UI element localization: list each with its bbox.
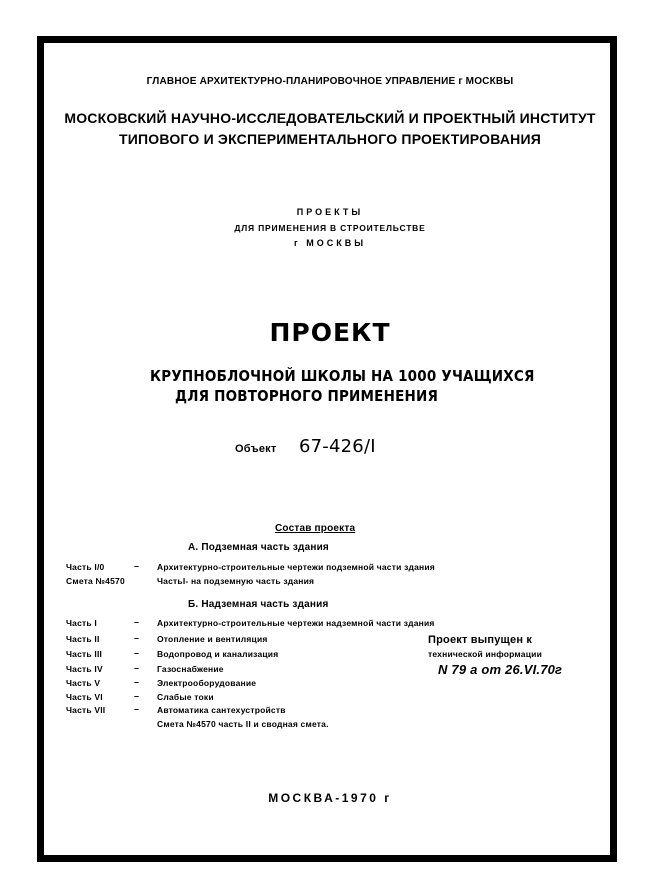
series-line-3: г МОСКВЫ [293,238,367,248]
section-b-dash: – [134,677,140,687]
section-b-part: Часть VII [66,705,106,715]
institute-line-1: МОСКОВСКИЙ НАУЧНО-ИССЛЕДОВАТЕЛЬСКИЙ И ПРОЕКТНЫЙ ИНСТИТУТ [64,110,596,126]
section-a-dash: – [134,561,140,571]
series-line-1: ПРОЕКТЫ [296,207,364,217]
section-b-desc: Газоснабжение [157,664,224,674]
title-line-1: КРУПНОБЛОЧНОЙ ШКОЛЫ НА 1000 УЧАЩИХСЯ [150,367,535,385]
section-a-heading: А. Подземная часть здания [188,542,329,553]
section-b-dash: – [134,633,140,643]
section-b-heading: Б. Надземная часть здания [188,599,329,610]
section-b-dash: – [134,617,140,627]
object-number: 67-426/I [299,436,376,457]
section-b-part: Часть VI [66,692,103,702]
section-b-part: Часть IV [66,664,103,674]
section-b-desc: Отопление и вентиляция [157,634,268,644]
section-b-dash: – [134,704,140,714]
section-b-desc: Слабые токи [157,692,214,702]
section-b-desc: Автоматика сантехустройств [157,705,286,715]
city-year: МОСКВА-1970 г [268,791,392,805]
release-note-line-1: Проект выпущен к [428,634,533,646]
section-a-part: Часть I/0 [66,562,105,572]
release-note-number: N 79 а от 26.VI.70г [438,662,563,677]
section-b-part: Часть III [66,649,103,659]
release-note-line-2: технической информации [428,649,542,659]
section-b-dash: – [134,691,140,701]
institute-line-2: ТИПОВОГО И ЭКСПЕРИМЕНТАЛЬНОГО ПРОЕКТИРОВАНИЯ [119,131,541,147]
estimate-line: Смета №4570 часть II и сводная смета. [157,719,329,729]
section-b-part: Часть V [66,678,101,688]
series-line-2: ДЛЯ ПРИМЕНЕНИЯ В СТРОИТЕЛЬСТВЕ [234,223,426,233]
title-line-2: ДЛЯ ПОВТОРНОГО ПРИМЕНЕНИЯ [175,387,439,405]
document-title: ПРОЕКТ [269,318,391,347]
object-label: Объект [235,443,277,455]
section-b-part: Часть I [66,618,97,628]
section-b-desc: Архитектурно-строительные чертежи надземной части здания [157,618,435,628]
section-b-desc: Водопровод и канализация [157,649,279,659]
section-a-part: Смета №4570 [66,576,125,586]
composition-heading: Состав проекта [275,523,356,534]
section-b-dash: – [134,663,140,673]
section-a-desc: ЧастьI- на подземную часть здания [157,576,315,586]
section-b-desc: Электрооборудование [157,678,257,688]
section-b-part: Часть II [66,634,100,644]
section-b-dash: – [134,648,140,658]
agency-line: ГЛАВНОЕ АРХИТЕКТУРНО-ПЛАНИРОВОЧНОЕ УПРАВЛЕНИЕ г МОСКВЫ [146,76,514,87]
section-a-desc: Архитектурно-строительные чертежи подземной части здания [157,562,435,572]
